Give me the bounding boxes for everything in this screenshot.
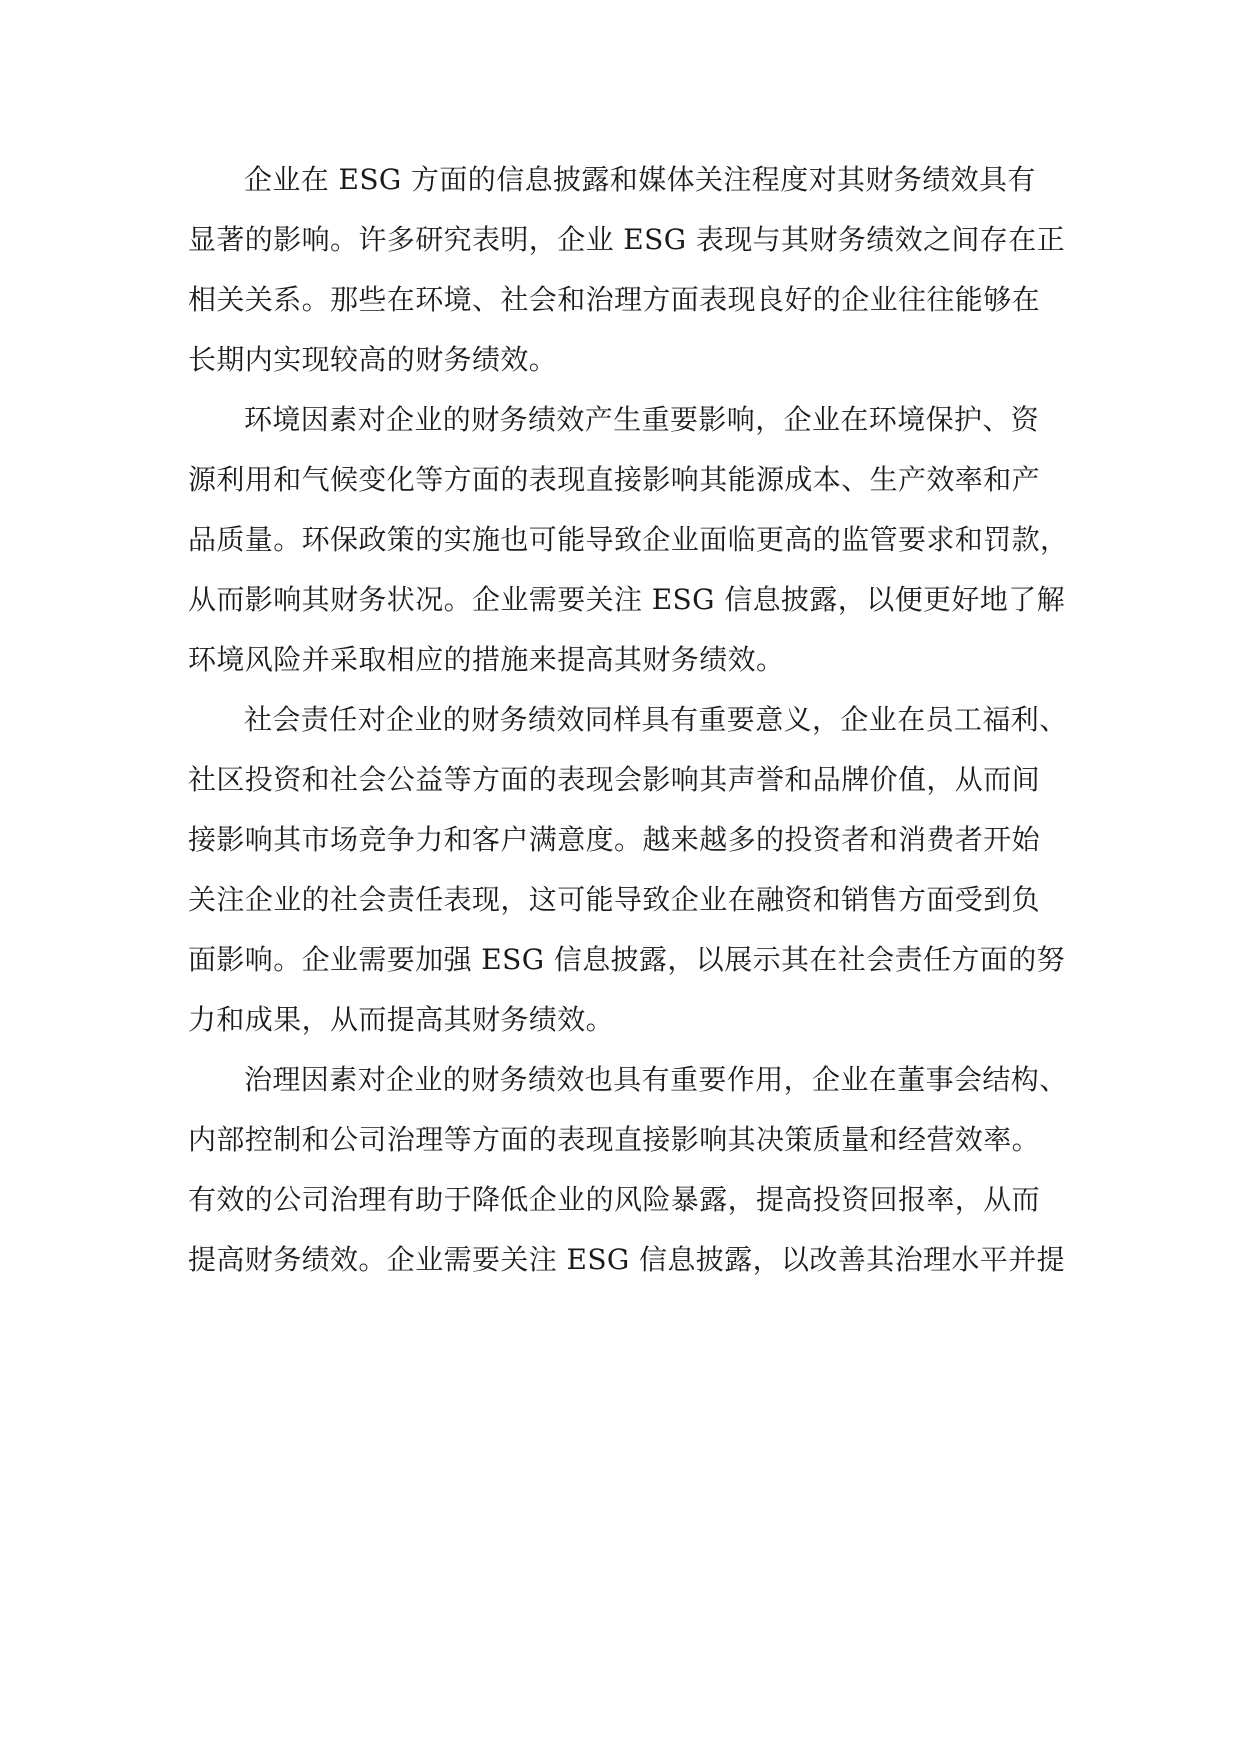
text-line: 接影响其市场竞争力和客户满意度。越来越多的投资者和消费者开始 [188,823,1041,856]
text-line: 从而影响其财务状况。企业需要关注 ESG 信息披露，以便更好地了解 [188,583,1065,616]
text-line: 面影响。企业需要加强 ESG 信息披露，以展示其在社会责任方面的努 [188,943,1065,976]
text-line: 社会责任对企业的财务绩效同样具有重要意义，企业在员工福利、 [244,703,1068,736]
text-line: 力和成果，从而提高其财务绩效。 [188,1003,615,1036]
paragraph-governance [188,1050,1068,1290]
text-line: 长期内实现较高的财务绩效。 [188,343,558,376]
text-line: 有效的公司治理有助于降低企业的风险暴露，提高投资回报率，从而 [188,1183,1041,1216]
text-line: 显著的影响。许多研究表明，企业 ESG 表现与其财务绩效之间存在正 [188,223,1065,256]
text-line: 内部控制和公司治理等方面的表现直接影响其决策质量和经营效率。 [188,1123,1041,1156]
text-line: 环境因素对企业的财务绩效产生重要影响，企业在环境保护、资 [244,403,1040,436]
text-line: 企业在 ESG 方面的信息披露和媒体关注程度对其财务绩效具有 [244,163,1036,196]
paragraph-esg-disclosure [188,150,1065,390]
text-line: 相关关系。那些在环境、社会和治理方面表现良好的企业往往能够在 [188,283,1041,316]
text-line: 环境风险并采取相应的措施来提高其财务绩效。 [188,643,785,676]
body-text [188,150,1069,1290]
text-line: 提高财务绩效。企业需要关注 ESG 信息披露，以改善其治理水平并提 [188,1243,1065,1276]
text-line: 社区投资和社会公益等方面的表现会影响其声誉和品牌价值，从而间 [188,763,1041,796]
paragraph-environmental [188,390,1069,690]
text-line: 治理因素对企业的财务绩效也具有重要作用，企业在董事会结构、 [244,1063,1068,1096]
paragraph-social [188,690,1068,1050]
text-line: 源利用和气候变化等方面的表现直接影响其能源成本、生产效率和产 [188,463,1041,496]
text-line: 品质量。环保政策的实施也可能导致企业面临更高的监管要求和罚款， [188,523,1069,556]
text-line: 关注企业的社会责任表现，这可能导致企业在融资和销售方面受到负 [188,883,1041,916]
